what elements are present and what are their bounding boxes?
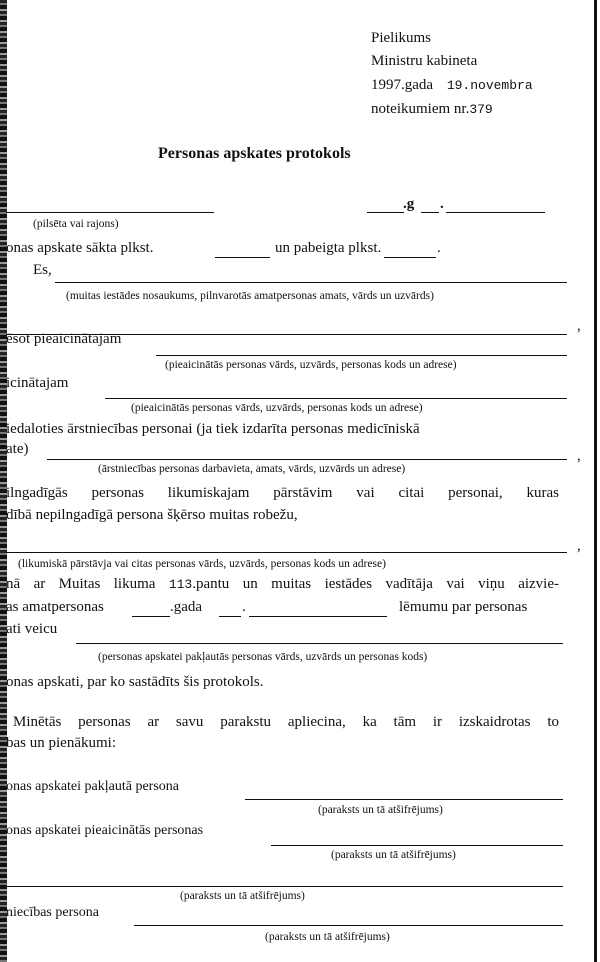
sig-third-line[interactable] <box>6 886 563 887</box>
end-dot: . <box>437 240 441 256</box>
witness1-label: ēsot pieaicinātajam <box>6 331 122 347</box>
caption-city: (pilsēta vai rajons) <box>33 218 119 230</box>
caption-medical: (ārstniecības personas darbavieta, amats, vārds, uzvārds un adrese) <box>98 463 406 475</box>
basis-gada: .gada <box>170 599 203 615</box>
appendix-cabinet: Ministru kabineta <box>371 53 478 69</box>
basis-dot: . <box>242 599 246 615</box>
decision-month-line[interactable] <box>249 616 387 617</box>
minor-line[interactable] <box>6 552 567 553</box>
sig-medic-label: niecības persona <box>6 905 99 920</box>
caption-sig-witnesses: (paraksts un tā atšifrējums) <box>331 849 456 861</box>
caption-minor: (likumiskā pārstāvja vai citas personas vārds, uzvārds, personas kods un adrese) <box>18 558 386 570</box>
comma-2: , <box>577 448 581 464</box>
comma-3: , <box>577 538 581 554</box>
witness1-line[interactable] <box>156 355 567 356</box>
appendix-number: 379 <box>469 102 493 117</box>
witness2-line[interactable] <box>105 398 567 399</box>
sig-witnesses-label: onas apskatei pieaicinātās personas <box>6 823 204 838</box>
sig-witnesses-line[interactable] <box>271 845 563 846</box>
appendix-day: 19.novembra <box>446 78 533 93</box>
decision-day-line[interactable] <box>219 616 241 617</box>
basis-conclusion: onas apskati, par ko sastādīts šis protokols. <box>6 674 264 690</box>
end-time-line[interactable] <box>384 257 436 258</box>
minor-text-1: ilngadīgās personas likumiskajam pārstāvim vai citai personai, kuras <box>6 485 559 501</box>
rights-text-2: bas un pienākumi: <box>6 735 116 751</box>
end-time-label: un pabeigta plkst. <box>275 240 382 256</box>
caption-officer: (muitas iestādes nosaukums, pilnvarotās amatpersonas amats, vārds un uzvārds) <box>66 290 434 302</box>
city-line[interactable] <box>6 212 214 213</box>
scan-edge-right <box>594 0 597 962</box>
sig-medic-line[interactable] <box>134 925 563 926</box>
basis-text-1c: .pantu un muitas iestādes vadītāja vai viņu aizvie- <box>192 576 560 592</box>
es-label: Es, <box>33 262 52 278</box>
caption-sig-medic: (paraksts un tā atšifrējums) <box>265 931 390 943</box>
scan-edge-left <box>0 0 7 962</box>
comma-1: , <box>577 318 581 334</box>
basis-article: 113 <box>168 577 193 592</box>
appendix-label: Pielikums <box>371 30 432 46</box>
appendix-rules-label: noteikumiem nr. <box>371 101 470 117</box>
sig-subject-line[interactable] <box>245 799 563 800</box>
year-suffix: .g <box>403 196 415 212</box>
basis-text-1 <box>6 576 559 593</box>
minor-text-2: dībā nepilngadīgā persona šķērso muitas robežu, <box>6 507 298 523</box>
medical-line[interactable] <box>47 459 567 460</box>
rights-text-1: Minētās personas ar savu parakstu apliecina, ka tām ir izskaidrotas to <box>13 714 559 730</box>
appendix-date <box>371 77 533 94</box>
day-line[interactable] <box>421 212 439 213</box>
year-line[interactable] <box>367 212 404 213</box>
month-line[interactable] <box>446 212 545 213</box>
caption-sig-third: (paraksts un tā atšifrējums) <box>180 890 305 902</box>
start-time-label: onas apskate sākta plkst. <box>6 240 154 256</box>
basis-officer-label: as amatpersonas <box>6 599 104 615</box>
subject-line[interactable] <box>76 643 563 644</box>
basis-text-1a: nā ar Muitas likuma <box>6 576 156 592</box>
basis-perform: ati veicu <box>6 621 58 637</box>
basis-decision: lēmumu par personas <box>399 599 528 615</box>
decision-year-line[interactable] <box>132 616 170 617</box>
officer-line[interactable] <box>55 282 567 283</box>
medical-text-1: iedaloties ārstniecības personai (ja tiek izdarīta personas medicīniskā <box>6 421 420 437</box>
start-time-line[interactable] <box>215 257 270 258</box>
caption-sig-subject: (paraksts un tā atšifrējums) <box>318 804 443 816</box>
caption-witness2: (pieaicinātās personas vārds, uzvārds, personas kods un adrese) <box>131 402 423 414</box>
caption-subject: (personas apskatei pakļautās personas vārds, uzvārds un personas kods) <box>98 651 428 663</box>
appendix-rules <box>371 101 493 118</box>
medical-text-2: ate) <box>6 441 29 457</box>
sig-subject-label: onas apskatei pakļautā persona <box>6 779 179 794</box>
witness2-label: icinātajam <box>6 375 69 391</box>
date-dot: . <box>440 196 444 212</box>
caption-witness1: (pieaicinātās personas vārds, uzvārds, personas kods un adrese) <box>165 359 457 371</box>
appendix-year: 1997.gada <box>371 77 434 93</box>
page-title: Personas apskates protokols <box>158 145 351 162</box>
